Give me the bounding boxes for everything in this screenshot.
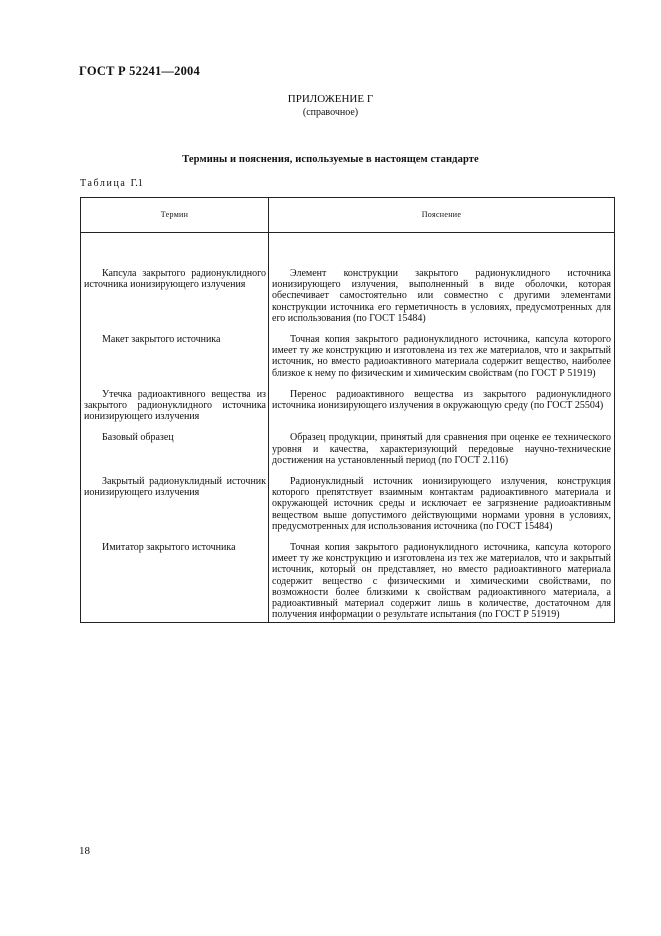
table-row bbox=[81, 379, 615, 423]
explanation-text: Точная копия закрытого радионуклидного источника, капсула которого имеет ту же конструкцию и изготовлена из тех же материалов, что и закрытый источник, но вместо радиоактивного материала содержит вещество, наиболее близкое к нему по физическим и химическим свойствам (по ГОСТ Р 51919) bbox=[272, 334, 611, 379]
term-text: Базовый образец bbox=[102, 432, 174, 444]
table-row bbox=[81, 532, 615, 623]
table-caption bbox=[80, 178, 143, 189]
column-header-explanation: Пояснение bbox=[269, 198, 615, 233]
term-cell bbox=[81, 233, 269, 325]
term-text: Макет закрытого источника bbox=[102, 334, 221, 346]
explanation-text: Точная копия закрытого радионуклидного источника, капсула которого имеет ту же конструкцию и изготовлена из тех же материалов, что и закрытый источник, который он представляет, но вместо радиоактивного материала содержит вещество с физическими и химическими свойствами, по возможности более близкими к свойствам радиоактивного материала, а радиоактивный материал содержит лишь в количестве, достаточном для получения информации о результате испытания (по ГОСТ Р 51919) bbox=[272, 542, 611, 621]
table-row bbox=[81, 422, 615, 466]
table-row bbox=[81, 466, 615, 532]
appendix-subtitle: (справочное) bbox=[302, 107, 359, 118]
term-cell bbox=[81, 324, 269, 379]
explanation-cell bbox=[269, 324, 615, 379]
explanation-text: Элемент конструкции закрытого радионуклидного источника ионизирующего излучения, выполненный в виде оболочки, которая обеспечивает самостоятельно или совместно с другими элементами конструкции источника его герметичность в условиях, предусмотренных для его использования (по ГОСТ 15484) bbox=[272, 268, 611, 324]
term-cell bbox=[81, 422, 269, 466]
table-row bbox=[81, 233, 615, 325]
term-text: Имитатор закрытого источника bbox=[102, 542, 236, 554]
explanation-cell bbox=[269, 532, 615, 623]
term-cell bbox=[81, 379, 269, 423]
table-caption-label: Таблица bbox=[80, 178, 127, 189]
document-code: ГОСТ Р 52241—2004 bbox=[79, 64, 200, 78]
appendix-heading bbox=[0, 93, 661, 119]
terms-table bbox=[80, 197, 615, 623]
table-row bbox=[81, 324, 615, 379]
explanation-cell bbox=[269, 466, 615, 532]
explanation-text: Образец продукции, принятый для сравнения при оценке ее технического уровня и качества, характеризующий передовые научно-технические достижения на установленный период (по ГОСТ 2.116) bbox=[272, 432, 611, 466]
table-caption-number: Г.1 bbox=[130, 178, 143, 189]
explanation-text: Перенос радиоактивного вещества из закрытого радионуклидного источника ионизирующего излучения в окружающую среду (по ГОСТ 25504) bbox=[272, 388, 611, 412]
page-number: 18 bbox=[79, 845, 90, 857]
appendix-title: ПРИЛОЖЕНИЕ Г bbox=[287, 93, 374, 105]
term-cell bbox=[81, 466, 269, 532]
term-text: Капсула закрытого радионуклидного источника ионизирующего излучения bbox=[84, 268, 266, 291]
column-header-term: Термин bbox=[81, 198, 269, 233]
term-cell bbox=[81, 532, 269, 623]
table-header-row bbox=[81, 198, 615, 233]
section-title: Термины и пояснения, используемые в настоящем стандарте bbox=[182, 154, 479, 165]
explanation-cell bbox=[269, 422, 615, 466]
explanation-cell bbox=[269, 379, 615, 423]
term-text: Утечка радиоактивного вещества из закрытого радионуклидного источника ионизирующего излучения bbox=[84, 388, 266, 423]
explanation-cell bbox=[269, 233, 615, 325]
explanation-text: Радионуклидный источник ионизирующего излучения, конструкция которого препятствует взаимным контактам радиоактивного материала и окружающей источник среды и исключает ее загрязнение радиоактивным веществом выше допустимого действующими нормами уровня в условиях, предусмотренных для использования источника (по ГОСТ 15484) bbox=[272, 476, 611, 532]
term-text: Закрытый радионуклидный источник ионизирующего излучения bbox=[84, 476, 266, 499]
